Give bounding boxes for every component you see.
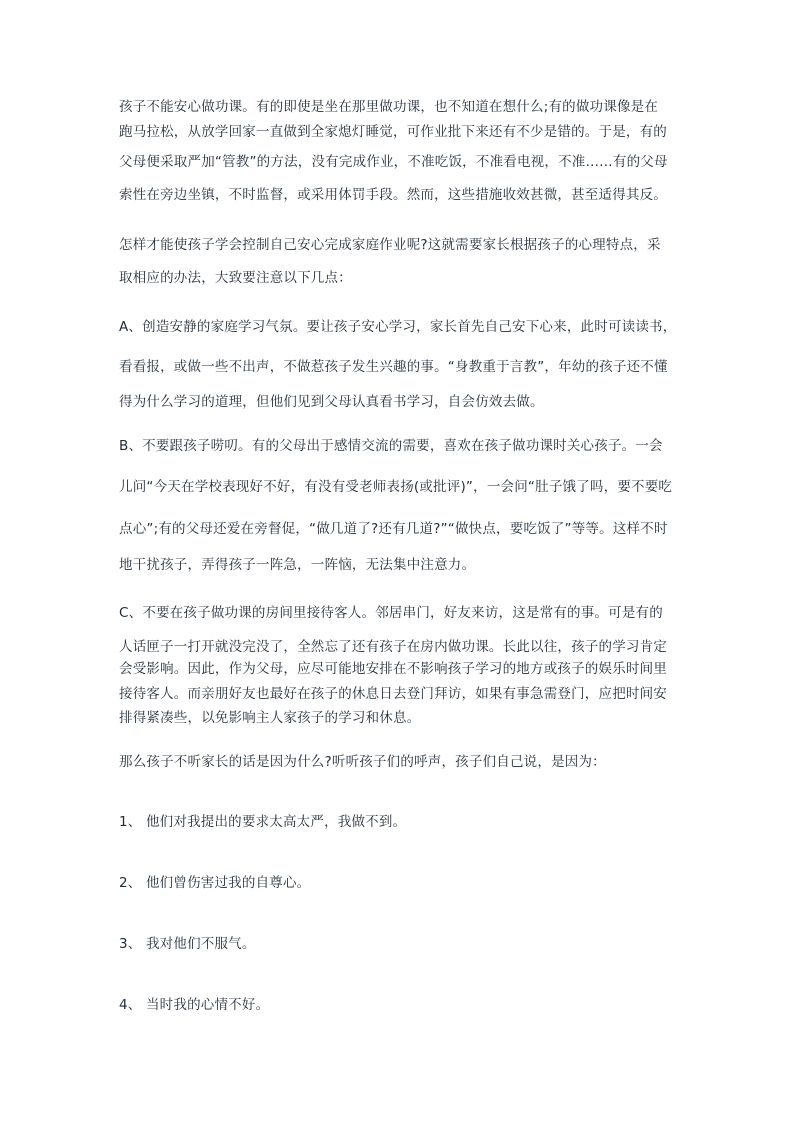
paragraph-b-line-3: 点心”;有的父母还爱在旁督促，“做几道了?还有几道?”“做快点，要吃饭了”等等。这样不时 <box>119 521 668 537</box>
paragraph-1-line-2: 跑马拉松，从放学回家一直做到全家熄灯睡觉，可作业批下来还有不少是错的。于是，有的 <box>119 124 667 140</box>
list-item-1: 1、 他们对我提出的要求太高太严，我做不到。 <box>119 814 407 830</box>
paragraph-c-line-5: 排得紧凑些，以免影响主人家孩子的学习和休息。 <box>119 710 421 726</box>
list-item-4: 4、 当时我的心情不好。 <box>119 997 270 1013</box>
paragraph-2-line-1: 怎样才能使孩子学会控制自己安心完成家庭作业呢?这就需要家长根据孩子的心理特点，采 <box>119 237 661 253</box>
paragraph-1-line-4: 索性在旁边坐镇，不时监督，或采用体罚手段。然而，这些措施收效甚微，甚至适得其反。 <box>119 187 667 203</box>
paragraph-c-line-1: C、不要在孩子做功课的房间里接待客人。邻居串门，好友来访，这是常有的事。可是有的 <box>119 605 663 621</box>
list-item-2: 2、 他们曾伤害过我的自尊心。 <box>119 875 311 891</box>
paragraph-c-line-3: 会受影响。因此，作为父母，应尽可能地安排在不影响孩子学习的地方或孩子的娱乐时间里 <box>119 661 667 677</box>
paragraph-2-line-2: 取相应的办法，大致要注意以下几点： <box>119 270 352 286</box>
paragraph-a-line-1: A、创造安静的家庭学习气氛。要让孩子安心学习，家长首先自己安下心来，此时可读读书， <box>119 319 677 335</box>
list-item-3: 3、 我对他们不服气。 <box>119 936 256 952</box>
paragraph-b-line-1: B、不要跟孩子唠叨。有的父母出于感情交流的需要，喜欢在孩子做功课时关心孩子。一会 <box>119 438 663 454</box>
paragraph-1-line-1: 孩子不能安心做功课。有的即使是坐在那里做功课，也不知道在想什么;有的做功课像是在 <box>119 99 659 115</box>
question-line: 那么孩子不听家长的话是因为什么?听听孩子们的呼声，孩子们自己说，是因为： <box>119 754 606 770</box>
paragraph-c-line-2: 人话匣子一打开就没完没了，全然忘了还有孩子在房内做功课。长此以往，孩子的学习肯定 <box>119 639 667 655</box>
paragraph-c-line-4: 接待客人。而亲朋好友也最好在孩子的休息日去登门拜访，如果有事急需登门，应把时间安 <box>119 686 667 702</box>
paragraph-a-line-3: 得为什么学习的道理，但他们见到父母认真看书学习，自会仿效去做。 <box>119 394 544 410</box>
paragraph-1-line-3: 父母便采取严加“管教”的方法，没有完成作业，不准吃饭，不准看电视，不准……有的父母 <box>119 154 668 170</box>
paragraph-b-line-2: 儿问“今天在学校表现好不好，有没有受老师表扬(或批评)”，一会问“肚子饿了吗，要不要吃 <box>119 479 673 495</box>
paragraph-a-line-2: 看看报，或做一些不出声，不做惹孩子发生兴趣的事。“身教重于言教”，年幼的孩子还不懂 <box>119 359 668 375</box>
paragraph-b-line-4: 地干扰孩子，弄得孩子一阵急，一阵恼，无法集中注意力。 <box>119 557 476 573</box>
